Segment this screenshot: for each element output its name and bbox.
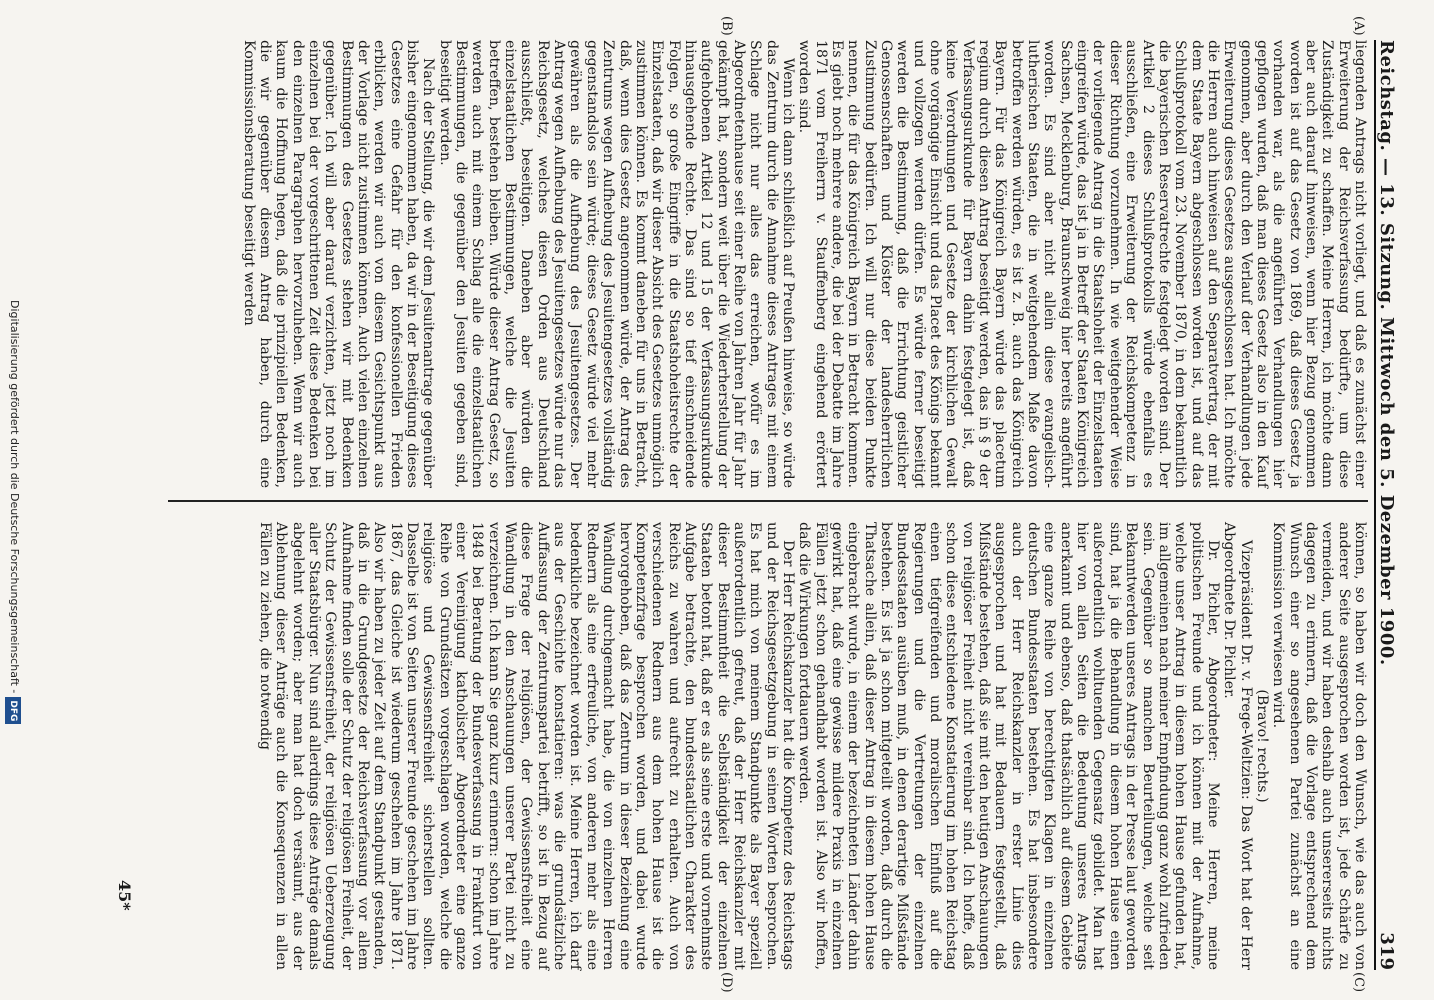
left-paragraph-1: liegenden Antrags nicht vorliegt, und daß es zunächst einer Erweiterung der Reichsverfassung bedürfte, um diese Zuständigkeit zu schaffen. Meine Herren, ich möchte dann aber auch darauf hinweisen, wenn hier Bezug genommen worden ist auf das Gesetz von 1869, daß dieses Gesetz ja vorhanden war, als die angeführten Verhandlungen hier gepflogen wurden, daß man dieses Gesetz also in den Kauf genommen, aber durch den Verlauf der Verhandlungen jede Erweiterung dieses Gesetzes ausgeschlossen hat. Ich möchte die Herren auch hinweisen auf den Separatvertrag, der mit dem Staate Bayern abgeschlossen worden ist, und auf das Schlußprotokoll vom 23. November 1870, in dem bekanntlich die bayerischen Reservatrechte festgelegt worden sind. Der Artikel 2 dieses Schlußprotokolls würde ebenfalls es ausschließen, eine Erweiterung der Reichskompetenz in dieser Richtung vorzunehmen. In wie weitgehender Weise der vorliegende Antrag in die Staatshoheit der Einzelstaaten eingreifen würde, das ist ja in Betreff der Staaten Königreich Sachsen, Mecklenburg, Braunschweig hier bereits angeführt worden. Es sind aber nicht allein diese evangelisch-lutherischen Staaten, die in weitgehendem Maße davon betroffen werden würden, es ist z. B. auch das Königreich Bayern. Für das Königreich Bayern würde das placetum regium durch diesen Antrag beseitigt werden, das in § 9 der Verfassungsurkunde für Bayern dahin festgelegt ist, daß keine Verordnungen und Gesetze der kirchlichen Gewalt ohne vorgängige Einsicht und das Placet des Königs bekannt und vollzogen werden dürfen. Es würde ferner beseitigt werden die Bestimmung, daß die Errichtung geistlicher Genossenschaften und Klöster der landesherrlichen Zustimmung bedürfen. Ich will nur diese beiden Punkte nennen, die für das Königreich Bayern in Betracht kommen. Es giebt noch mehrere andere, die bei der Debatte im Jahre 1871 vom Freiherrn v. Stauffenberg eingehend erörtert worden sind. — [796, 40, 1368, 488]
header-title: Reichstag. — 13. Sitzung. Mittwoch den 5. Dezember 1900. — [1376, 40, 1397, 666]
right-paragraph-3: Dr. Pichler, Abgeordneter: Meine Herren, meine politischen Freunde und ich können mit der Aufnahme, welche unser Antrag in diesem hohen Hause gefunden hat, im allgemeinen nach meiner Empfindung ganz wohl zufrieden sein. Gegenüber so manchen Beurteilungen, welche seit Bekanntwerden unseres Antrags in der Presse laut geworden sind, hat ja die Behandlung in diesem hohen Hause einen außerordentlich wohltuenden Gegensatz gebildet. Man hat hier von allen Seiten die Bedeutung unseres Antrags anerkannt und ebenso, daß thatsächlich auf diesem Gebiete eine ganze Reihe von berechtigten Klagen in einzelnen deutschen Bundesstaaten bestehen. Es hat insbesondere auch der Herr Reichskanzler in erster Linie dies ausgesprochen und hat mit Bedauern festgestellt, daß Mißstände bestehen, daß sie mit den heutigen Anschauungen von religiöser Freiheit nicht vereinbar sind. Ich hoffe, daß schon diese entschiedene Konstatierung im hohen Reichstag einen tiefgreifenden und moralischen Einfluß auf die Regierungen und die Vertretungen der einzelnen Bundesstaaten ausüben muß, in denen derartige Mißstände bestehen. Es ist ja schon mitgeteilt worden, daß durch die Thatsache allein, daß dieser Antrag in diesem hohen Hause eingebracht wurde, in einem der bezeichneten Länder dahin gewirkt hat, daß eine gewisse mildere Praxis in einzelnen Fällen jetzt schon gehandhabt worden ist. Also wir hoffen, daß die Wirkungen fortdauern werden. — [796, 522, 1221, 970]
left-column — [240, 40, 1368, 488]
right-paragraph-1: können, so haben wir doch den Wunsch, wie das auch von anderer Seite ausgesprochen worden ist, jede Schärfe zu vermeiden, und wir haben deshalb auch unsererseits nichts dagegen zu erinnern, daß die Vorlage entsprechend dem Wunsch einer so angesehenen Partei zunächst an eine Kommission verwiesen wird. — [1270, 522, 1368, 970]
footer-note — [6, 300, 22, 990]
page-header — [1374, 40, 1416, 970]
left-paragraph-2: Wenn ich dann schließlich auf Preußen hinweise, so würde das Zentrum durch die Annahme dieses Antrages mit einem Schlage nicht nur alles das erreichen, wofür es im Abgeordnetenhause seit einer Reihe von Jahren Jahr für Jahr gekämpft hat, sondern weit über die Wiederherstellung der aufgehobenen Artikel 12 und 15 der Verfassungsurkunde hinausgehende Rechte. Das sind so tief einschneidende Folgen, so große Eingriffe in die Staatshoheitsrechte der Einzelstaaten, daß wir dieser Absicht des Gesetzes unmöglich zustimmen können. Es kommt daneben für uns in Betracht, daß, wenn dies Gesetz angenommen würde, der Antrag des Zentrums wegen Aufhebung des Jesuitengesetzes vollständig gegenstandslos sein würde; dieses Gesetz würde viel mehr gewähren als die Aufhebung des Jesuitengesetzes. Der Antrag wegen Aufhebung des Jesuitengesetzes würde nur das Reichsgesetz, welches diesen Orden aus Deutschland ausschließt, beseitigen. Daneben aber würden die einzelstaatlichen Bestimmungen, welche die Jesuiten betreffen, bestehen bleiben. Würde dieser Antrag Gesetz, so werden auch mit einem Schlag alle die einzelstaatlichen Bestimmungen, die gegenüber den Jesuiten gegeben sind, beseitigt werden. — [436, 40, 796, 488]
margin-mark-d: (D) — [719, 972, 734, 993]
page-number: 319 — [1376, 932, 1397, 970]
left-paragraph-3: Nach der Stellung, die wir dem Jesuitenantrage gegenüber bisher eingenommen haben, da wir in der Beseitigung dieses Gesetzes eine Gefahr für den konfessionellen Frieden erblicken, werden wir auch von diesem Gesichtspunkt aus der Vorlage nicht zustimmen können. Auch vielen einzelnen Bestimmungen des Gesetzes stehen wir mit Bedenken gegenüber. Ich will aber darauf verzichten, jetzt noch im einzelnen bei der vorgeschrittenen Zeit diese Bedenken bei den einzelnen Paragraphen hervorzuheben. Wenn wir auch kaum die Hoffnung hegen, daß die prinzipiellen Bedenken, die wir gegenüber diesem Antrag haben, durch eine Kommissionsberatung beseitigt werden — [240, 40, 437, 488]
margin-mark-c: (C) — [1351, 972, 1366, 993]
right-paragraph-4: Der Herr Reichskanzler hat die Kompetenz des Reichstags und der Reichsgesetzgebung in seinen Worten besprochen. Es hat mich von meinem Standpunkte als Bayer speziell außerordentlich gefreut, daß der Herr Reichskanzler mit dieser Bestimmtheit die Selbständigkeit der einzelnen Staaten betont hat, daß er es als seine erste und vornehmste Aufgabe betrachte, den bundesstaatlichen Charakter des Reichs zu wahren und aufrecht zu erhalten. Auch von verschiedenen Rednern aus dem hohen Hause ist die Kompetenzfrage besprochen worden, und dabei wurde hervorgehoben, daß das Zentrum in dieser Beziehung eine Wandlung durchgemacht habe, die von einzelnen Herren Rednern als eine erfreuliche, von anderen mehr als eine bedenkliche bezeichnet worden ist. Meine Herren, ich darf aus der Geschichte konstatieren: was die grundsätzliche Auffassung der Zentrumspartei betrifft, so ist in Bezug auf diese Frage der religiösen, der Gewissensfreiheit eine Wandlung in den Anschauungen unserer Partei nicht zu verzeichnen. Ich kann Sie ganz kurz erinnern: schon im Jahre 1848 bei Beratung der Bundesverfassung in Frankfurt von einer Vereinigung katholischer Abgeordneter eine ganze Reihe von Grundsätzen vorgeschlagen worden, welche die religiöse und Gewissensfreiheit sicherstellen sollten. Dasselbe ist von Seiten unserer Freunde geschehen im Jahre 1867, das Gleiche ist wiederum geschehen im Jahre 1871. Also wir haben zu jeder Zeit auf dem Standpunkt gestanden, daß in die Grundgesetze der Reichsverfassung vor allem Aufnahme finden solle der Schutz der religiösen Freiheit, der Schutz der Gewissensfreiheit, der religiösen Ueberzeugung aller Staatsbürger. Nun sind allerdings diese Anträge damals abgelehnt worden; aber man hat doch versäumt, aus der Ablehnung dieser Anträge auch die Konsequenzen in allen Fällen zu ziehen, die notwendig — [256, 522, 796, 970]
rotated-page-content — [54, 0, 1434, 1000]
right-column — [257, 522, 1368, 970]
applause-note: (Bravo! rechts.) — [1253, 689, 1270, 803]
footer-note-strip — [6, 300, 22, 990]
footer-note-text: Digitalisierung gefördert durch die Deutsche Forschungsgemeinschaft - — [8, 300, 21, 694]
margin-mark-a: (A) — [1351, 16, 1366, 36]
dfg-logo: DFG — [5, 697, 21, 724]
signature-mark: 45* — [115, 880, 134, 911]
right-paragraph-2: Vizepräsident Dr. v. Frege-Weltzien: Das Wort hat der Herr Abgeordnete Dr. Pichler. — [1221, 522, 1254, 970]
margin-mark-b: (B) — [719, 16, 734, 36]
column-divider — [168, 500, 1368, 502]
